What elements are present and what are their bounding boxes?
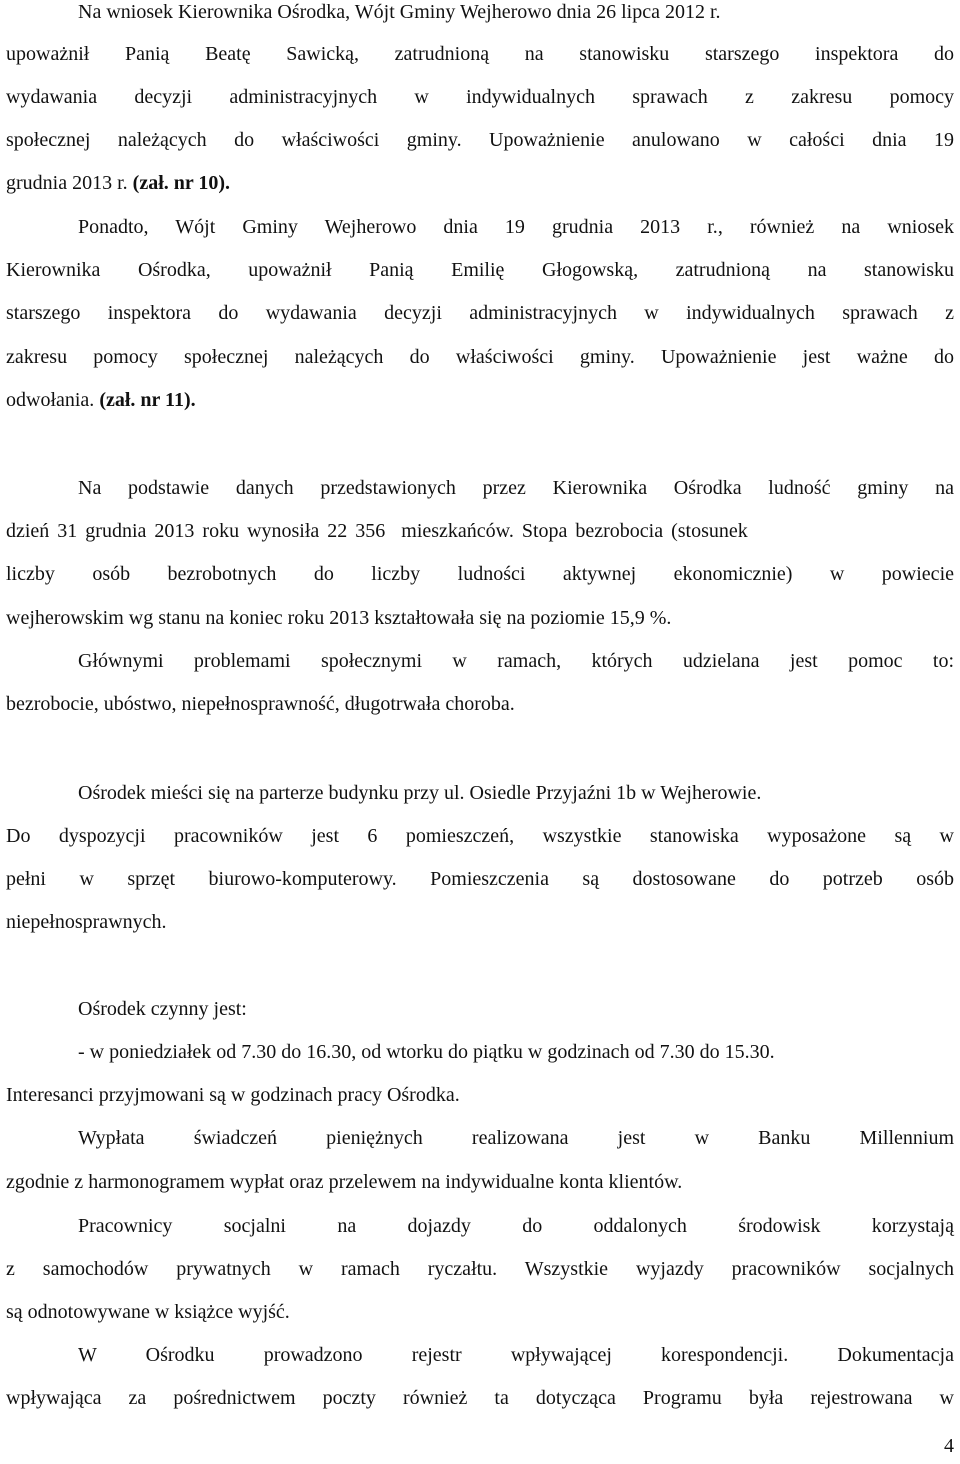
text-line: upoważnił Panią Beatę Sawicką, zatrudnioną na stanowisku starszego inspektora do <box>6 43 954 65</box>
text-line: W Ośrodku prowadzono rejestr wpływającej korespondencji. Dokumentacja <box>78 1344 954 1366</box>
text-line: są odnotowywane w książce wyjść. <box>6 1301 290 1323</box>
text-line: liczby osób bezrobotnych do liczby ludności aktywnej ekonomicznie) w powiecie <box>6 563 954 585</box>
text-line: Na wniosek Kierownika Ośrodka, Wójt Gminy Wejherowo dnia 26 lipca 2012 r. <box>78 1 721 23</box>
text-line: wejherowskim wg stanu na koniec roku 2013 kształtowała się na poziomie 15,9 %. <box>6 607 672 629</box>
text-line: Ośrodek czynny jest: <box>78 998 247 1020</box>
text-line: zgodnie z harmonogramem wypłat oraz przelewem na indywidualne konta klientów. <box>6 1171 683 1193</box>
text-line: wydawania decyzji administracyjnych w indywidualnych sprawach z zakresu pomocy <box>6 86 954 108</box>
text-line: społecznej należących do właściwości gminy. Upoważnienie anulowano w całości dnia 19 <box>6 129 954 151</box>
text-line: Pracownicy socjalni na dojazdy do oddalonych środowisk korzystają <box>78 1215 954 1237</box>
attachment-reference: (zał. nr 10). <box>132 172 231 194</box>
text-line: bezrobocie, ubóstwo, niepełnosprawność, długotrwała choroba. <box>6 693 515 715</box>
text-line: Na podstawie danych przedstawionych przez Kierownika Ośrodka ludność gminy na <box>78 477 954 499</box>
text-line: Wypłata świadczeń pieniężnych realizowana jest w Banku Millennium <box>78 1127 954 1149</box>
text-line: Kierownika Ośrodka, upoważnił Panią Emilię Głogowską, zatrudnioną na stanowisku <box>6 259 954 281</box>
page-number: 4 <box>944 1435 954 1457</box>
text-line: zakresu pomocy społecznej należących do właściwości gminy. Upoważnienie jest ważne do <box>6 346 954 368</box>
text-line: Do dyspozycji pracowników jest 6 pomieszczeń, wszystkie stanowiska wyposażone są w <box>6 825 954 847</box>
text-line: Głównymi problemami społecznymi w ramach, których udzielana jest pomoc to: <box>78 650 954 672</box>
text-line: Ponadto, Wójt Gminy Wejherowo dnia 19 grudnia 2013 r., również na wniosek <box>78 216 955 238</box>
text-line: wpływająca za pośrednictwem poczty również ta dotycząca Programu była rejestrowana w <box>6 1387 954 1409</box>
text-line: Interesanci przyjmowani są w godzinach pracy Ośrodka. <box>6 1084 460 1106</box>
text-line: pełni w sprzęt biurowo-komputerowy. Pomieszczenia są dostosowane do potrzeb osób <box>6 868 954 890</box>
text-line: grudnia 2013 r. (zał. nr 10). <box>6 172 231 194</box>
text-line: odwołania. (zał. nr 11). <box>6 389 196 411</box>
text-line: - w poniedziałek od 7.30 do 16.30, od wtorku do piątku w godzinach od 7.30 do 15.30. <box>78 1041 775 1063</box>
attachment-reference: (zał. nr 11). <box>99 389 196 411</box>
text-line: Ośrodek mieści się na parterze budynku przy ul. Osiedle Przyjaźni 1b w Wejherowie. <box>78 782 762 804</box>
text-line: starszego inspektora do wydawania decyzji administracyjnych w indywidualnych sprawach z <box>6 302 954 324</box>
text-line: z samochodów prywatnych w ramach ryczałtu. Wszystkie wyjazdy pracowników socjalnych <box>6 1258 954 1280</box>
text-line: niepełnosprawnych. <box>6 911 167 933</box>
text-line: dzień 31 grudnia 2013 roku wynosiła 22 356 mieszkańców. Stopa bezrobocia (stosunek <box>6 520 748 542</box>
